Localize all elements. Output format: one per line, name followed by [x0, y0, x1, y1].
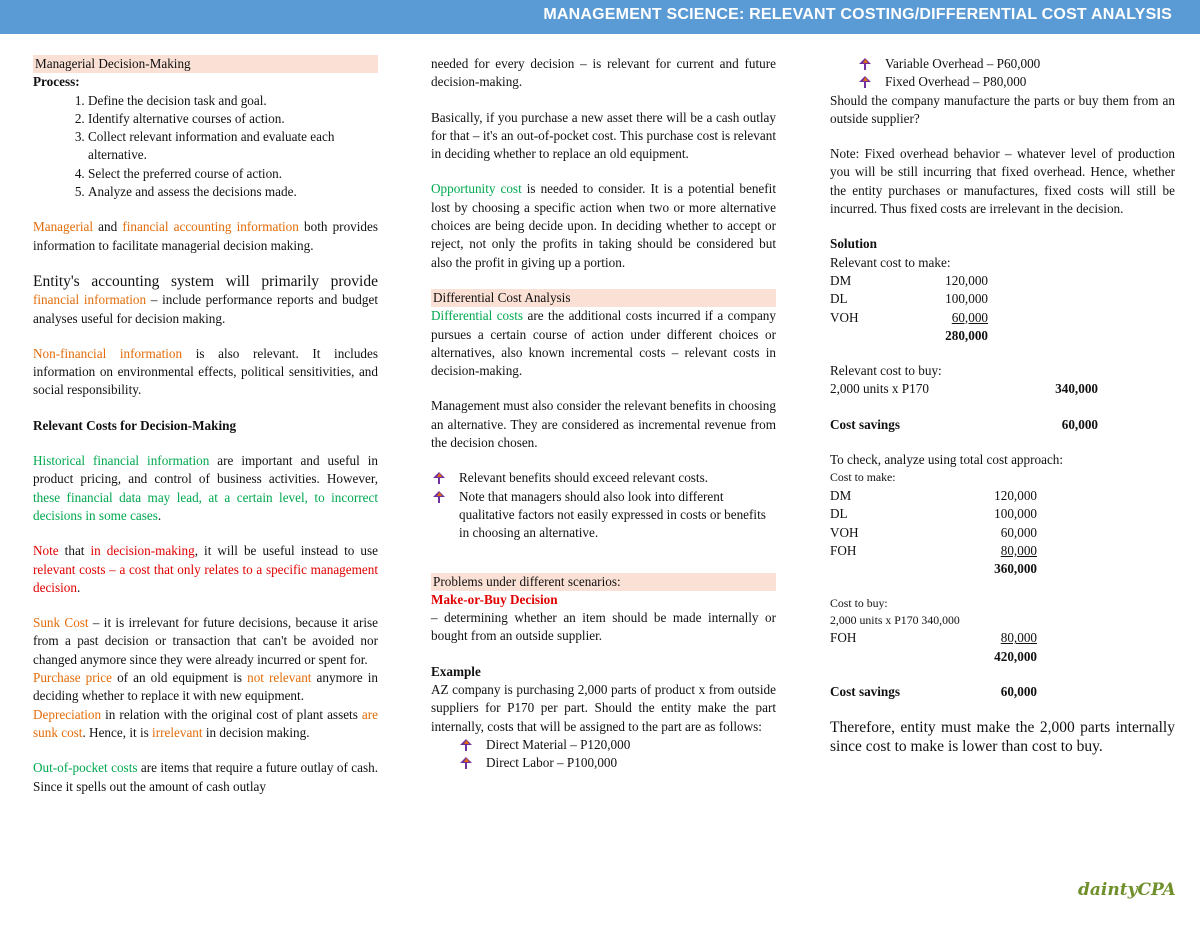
arrow-down-bullet-icon	[859, 76, 872, 88]
table-row: 2,000 units x P170 340,000	[830, 381, 1098, 397]
table-row: 420,000	[994, 648, 1037, 664]
make-or-buy-title: Make-or-Buy Decision	[431, 591, 558, 607]
paragraph: needed for every decision – is relevant for current and future decision-making.	[431, 56, 776, 90]
section-title-relevant-costs: Relevant Costs for Decision-Making	[33, 417, 237, 433]
section-title-managerial: Managerial Decision-Making	[33, 55, 378, 73]
total-cost-make-table	[830, 486, 1037, 577]
page-title: MANAGEMENT SCIENCE: RELEVANT COSTING/DIFFERENTIAL COST ANALYSIS	[543, 6, 1172, 23]
table-row: DL 100,000	[830, 291, 988, 307]
example-title: Example	[431, 663, 481, 679]
buy2-label: Cost to buy:	[830, 595, 888, 610]
paragraph: Basically, if you purchase a new asset there will be a cash outlay for that – it's an out-of-pocket cost. This purchase cost is relevant in deciding whether to replace an old equipment.	[431, 109, 776, 162]
table-row: DL 100,000	[830, 506, 1037, 522]
section-title-problems: Problems under different scenarios:	[431, 573, 776, 591]
paragraph: Differential costs are the additional costs incurred if a company pursues a certain course of action under different choices or alternatives, also known incremental costs – relevant costs in decision-making.	[431, 308, 776, 379]
list-item: Fixed Overhead – P80,000	[830, 73, 1175, 91]
cost-savings-table	[830, 416, 1098, 434]
paragraph: Managerial and financial accounting information both provides information to facilitate managerial decision making.	[33, 219, 378, 253]
arrow-down-bullet-icon	[460, 739, 473, 751]
make2-label: Cost to make:	[830, 470, 896, 485]
table-row: 280,000	[945, 327, 988, 343]
table-row: VOH 60,000	[830, 524, 1037, 540]
relevant-cost-buy-table	[830, 380, 1098, 398]
column-2	[431, 55, 776, 773]
list-item: Note that managers should also look into different qualitative factors not easily expressed in costs or benefits in choosing an alternative.	[431, 488, 776, 543]
list-item: 4. Select the preferred course of action.	[88, 165, 378, 183]
paragraph: Non-financial information is also relevant. It includes information on environmental effects, political sensitivities, and social responsibility.	[33, 345, 378, 398]
table-row: VOH 60,000	[830, 309, 988, 325]
conclusion: Therefore, entity must make the 2,000 parts internally since cost to make is lower than cost to buy.	[830, 718, 1175, 755]
list-item: 5. Analyze and assess the decisions made.	[88, 183, 378, 201]
table-row: Cost savings 60,000	[830, 684, 1037, 700]
paragraph: – determining whether an item should be made internally or bought from an outside supplier.	[431, 610, 776, 644]
list-item: 3. Collect relevant information and evaluate each alternative.	[88, 128, 378, 165]
column-3	[830, 55, 1175, 756]
process-label: Process:	[33, 74, 80, 90]
paragraph: Out-of-pocket costs are items that require a future outlay of cash. Since it spells out the amount of cash outlay	[33, 760, 379, 794]
signature-logo: daintyCPA	[1078, 880, 1176, 900]
buy2-row: 2,000 units x P170 340,000	[830, 612, 960, 627]
relevant-cost-make-table	[830, 272, 988, 345]
table-row: FOH 80,000	[830, 630, 1037, 646]
paragraph: Historical financial information are important and useful in product pricing, and control of business activities. However, these financial data may lead, at a certain level, to incorrect decisions in some cases.	[33, 453, 378, 523]
paragraph: Depreciation in relation with the original cost of plant assets are sunk cost. Hence, it is irrelevant in decision making.	[33, 706, 378, 740]
arrow-down-bullet-icon	[859, 58, 872, 70]
list-item: 2. Identify alternative courses of action.	[88, 110, 378, 128]
arrow-down-bullet-icon	[433, 472, 446, 484]
paragraph: Note that in decision-making, it will be useful instead to use relevant costs – a cost that only relates to a specific management decision.	[33, 543, 378, 595]
column-1	[33, 55, 378, 796]
process-steps	[33, 92, 378, 202]
table-row: DM 120,000	[830, 487, 1037, 503]
check-label: To check, analyze using total cost approach:	[830, 452, 1064, 468]
list-item: Relevant benefits should exceed relevant costs.	[431, 469, 776, 487]
make-label: Relevant cost to make:	[830, 254, 951, 270]
table-row: 360,000	[994, 561, 1037, 577]
solution-title: Solution	[830, 236, 877, 252]
arrow-down-bullet-icon	[433, 491, 446, 503]
total-cost-buy-table	[830, 629, 1037, 666]
paragraph: AZ company is purchasing 2,000 parts of product x from outside suppliers for P170 per part. Should the entity make the part internally, costs that will be assigned to the part are as follows:	[431, 682, 776, 734]
list-item: 1. Define the decision task and goal.	[88, 92, 378, 110]
list-item: Variable Overhead – P60,000	[830, 55, 1175, 73]
paragraph: Opportunity cost is needed to consider. It is a potential benefit lost by choosing a specific action when two or more alternative choices are being decide upon. In deciding whether to accept or reject, not only the profits in taking should be considered but also the profit in giving up a portion.	[431, 181, 776, 270]
section-title-differential: Differential Cost Analysis	[431, 289, 776, 307]
paragraph: Should the company manufacture the parts or buy them from an outside supplier?	[830, 92, 1175, 126]
table-row: Cost savings 60,000	[830, 416, 1098, 432]
table-row: FOH 80,000	[830, 542, 1037, 558]
paragraph: Entity's accounting system will primarily provide financial information – include performance reports and budget analyses useful for decision making.	[33, 272, 378, 326]
table-row: DM 120,000	[830, 272, 988, 288]
cost-savings-table-2	[830, 682, 1037, 700]
arrow-down-bullet-icon	[460, 757, 473, 769]
list-item: Direct Material – P120,000	[431, 736, 776, 754]
paragraph: Management must also consider the relevant benefits in choosing an alternative. They are considered as incremental revenue from the decision chosen.	[431, 398, 776, 451]
paragraph: Note: Fixed overhead behavior – whatever level of production you will be still incurring that fixed overhead. Hence, whether the entity purchases or manufactures, fixed costs will still be incurred. Thus fixed costs are irrelevant in the decision.	[830, 146, 1175, 217]
paragraph: Sunk Cost – it is irrelevant for future decisions, because it arise from a past decision or transaction that can't be avoided nor changed anymore since they were already incurred or spent for.	[33, 615, 378, 667]
list-item: Direct Labor – P100,000	[431, 754, 776, 772]
header-banner	[0, 0, 1200, 34]
paragraph: Purchase price of an old equipment is not relevant anymore in deciding whether to replace it with new equipment.	[33, 670, 378, 704]
buy-label: Relevant cost to buy:	[830, 363, 942, 379]
